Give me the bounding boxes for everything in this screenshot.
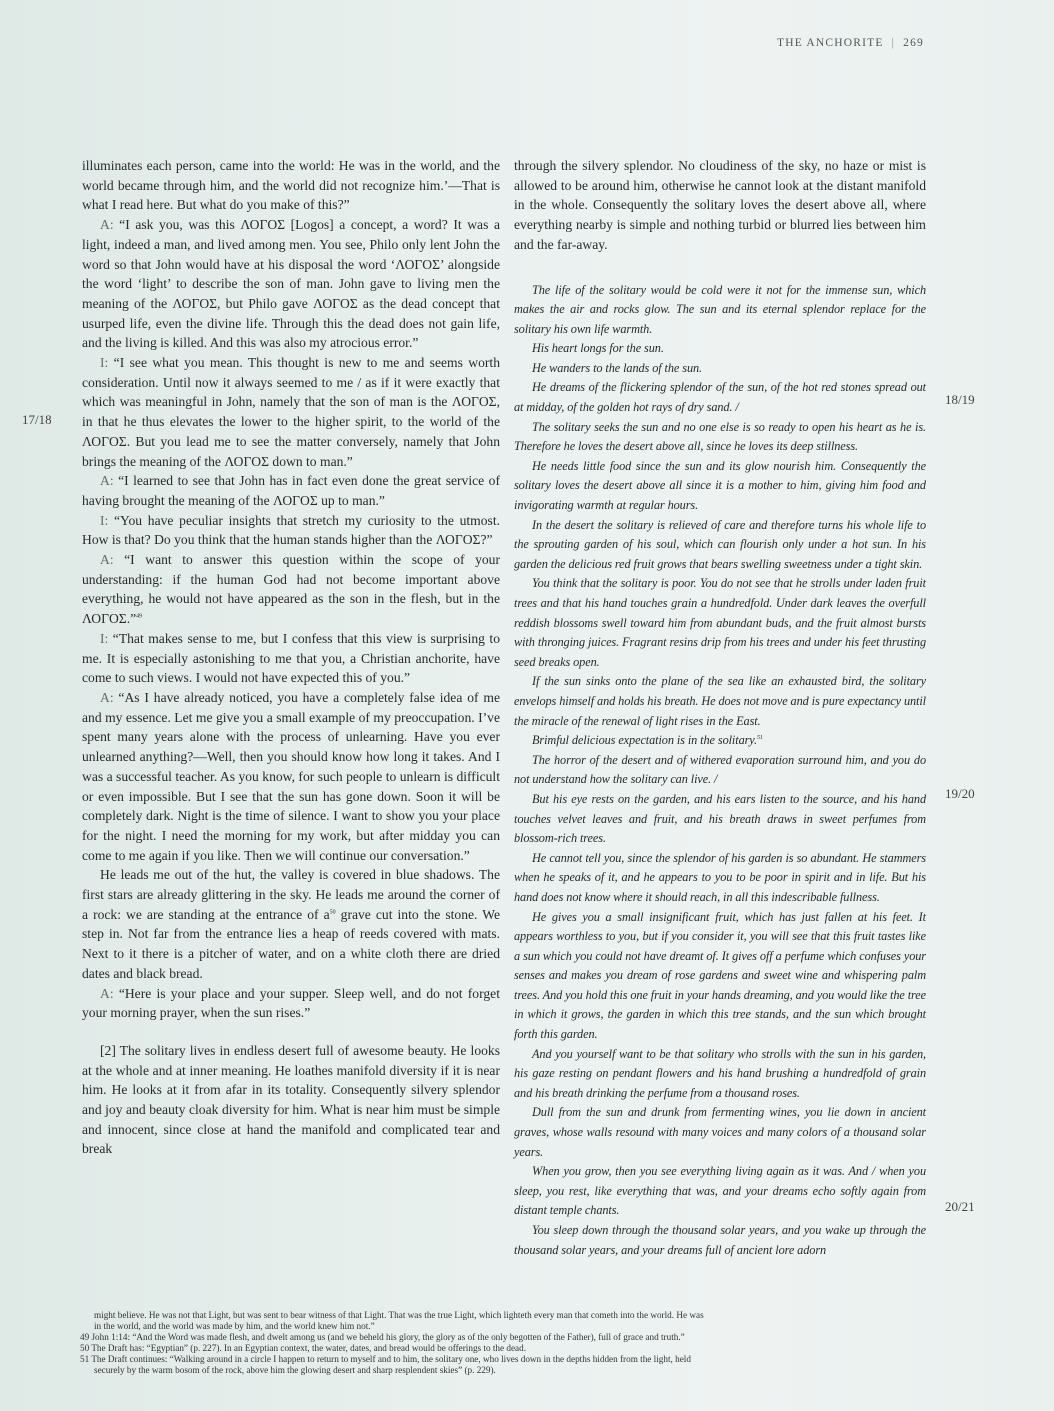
paragraph: [82, 984, 500, 1023]
footnotes: [80, 1310, 930, 1375]
footnote-51: 51 The Draft continues: “Walking around in a circle I happen to return to myself and to him, the solitary one, who lives down in the depths hidden from the light, held: [80, 1353, 691, 1364]
footnote-51-continuation: securely by the warm bosom of the rock, above him the glowing desert and sharp resplendent skies” (p. 229).: [94, 1364, 496, 1375]
italic-paragraph: In the desert the solitary is relieved of care and therefore turns his whole life to the sprouting garden of his soul, which can flourish only under a hot sun. In his garden the delicious red fruit grows that bears swelling sweetness under a tight skin.: [514, 517, 926, 571]
paragraph-text: “You have peculiar insights that stretch my curiosity to the utmost. How is that? Do you think that the human stands higher than the ΛΟΓΟΣ?”: [82, 512, 500, 548]
paragraph: [82, 688, 500, 865]
paragraph-text: grave cut into the stone. We step in. Not far from the entrance lies a heap of reeds covered with mats. Next to it there is a pitcher of water, and on a white cloth there are dried dates and black bread.: [82, 906, 500, 981]
margin-number-20-21: 20/21: [945, 1199, 975, 1214]
speaker-label: A:: [100, 217, 114, 233]
speaker-label: I:: [100, 630, 109, 646]
speaker-label: I:: [100, 512, 109, 528]
paragraph: [82, 550, 500, 629]
italic-paragraph: You think that the solitary is poor. You do not see that he strolls under laden fruit trees and that his hand touches grain a hundredfold. Under dark leaves the overfull reddish blossoms swell toward him from abundant buds, and the fruit almost bursts with thronging juices. Fragrant resins drip from his trees and under his feet thrusting seed breaks open.: [514, 576, 926, 669]
paragraph-text: “That makes sense to me, but I confess that this view is surprising to me. It is especially astonishing to me that you, a Christian anchorite, have come to such views. I would not have expected this of you.”: [82, 630, 500, 686]
paragraph-text: He leads me out of the hut, the valley is covered in blue shadows. The first stars are already glittering in the sky. He leads me around the corner of a rock: we are standing at the entrance of a: [82, 867, 500, 922]
italic-paragraph: If the sun sinks onto the plane of the sea like an exhausted bird, the solitary envelops himself and holds his breath. He does not move and is pure expectancy until the miracle of the renewal of light rises in the East.: [514, 674, 926, 728]
left-column: [82, 156, 500, 1159]
speaker-label: A:: [100, 985, 114, 1001]
paragraph-text: “As I have already noticed, you have a completely false idea of me and my essence. Let me give you a small example of my preoccupation. I’ve spent many years alone with the process of unlearning. Have you ever unlearned anything?—Well, then you should know how long it takes. And I was a successful teacher. As you know, for such people to unlearn is difficult or even impossible. But I see that the sun has gone down. Soon it will be completely dark. Night is the time of silence. I want to show you your place for the night. I need the morning for my work, but after midday you can come to me again if you like. Then we will continue our conversation.”: [82, 689, 500, 863]
italic-paragraph: He needs little food since the sun and its glow nourish him. Consequently the solitary loves the desert above all since it is a mother to him, giving him food and invigorating warmth at regular hours.: [514, 458, 926, 513]
paragraph-text: “I ask you, was this ΛΟΓΟΣ [Logos] a concept, a word? It was a light, indeed a man, and lived among men. You see, Philo only lent John the word so that John would have at his disposal the word ‘ΛΟΓΟΣ’ alongside the word ‘light’ to describe the son of man. John gave to living men the meaning of the ΛΟΓΟΣ, but Philo gave ΛΟΓΟΣ as the dead concept that usurped life, even the divine life. Through this the dead does not gain life, and the living is killed. And this was also my atrocious error.”: [82, 217, 500, 351]
italic-paragraph: But his eye rests on the garden, and his ears listen to the source, and his hand touches velvet leaves and fruit, and his breath draws in sweet perfumes from blossom-rich trees.: [514, 791, 926, 846]
paragraph-text: “Here is your place and your supper. Sleep well, and do not forget your morning prayer, when the sun rises.”: [82, 985, 500, 1021]
footnote-50: 50 The Draft has: “Egyptian” (p. 227). In an Egyptian context, the water, dates, and bread would be offerings to the dead.: [80, 1342, 527, 1353]
margin-number-18-19: 18/19: [945, 392, 975, 407]
italic-paragraph: When you grow, then you see everything living again as it was. And / when you sleep, you rest, like everything that was, and your dreams echo softly again from distant temple chants.: [514, 1164, 926, 1218]
paragraph: [82, 629, 500, 688]
italic-paragraph: He dreams of the flickering splendor of the sun, of the hot red stones spread out at midday, of the golden hot rays of dry sand. /: [514, 380, 926, 415]
running-head-separator: |: [891, 37, 896, 49]
margin-number-19-20: 19/20: [945, 786, 975, 801]
footnote-ref-49[interactable]: 49: [136, 613, 143, 620]
italic-paragraph: The horror of the desert and of withered evaporation surround him, and you do not understand how the solitary can live. /: [514, 752, 926, 787]
paragraph-text: “I learned to see that John has in fact even done the great service of having brought the meaning of the ΛΟΓΟΣ up to man.”: [82, 473, 500, 508]
footnote-ref-51[interactable]: 51: [756, 735, 763, 742]
running-head-title: THE ANCHORITE: [776, 37, 884, 49]
page-number: 269: [903, 37, 924, 49]
paragraph: [82, 215, 500, 353]
italic-paragraph: His heart longs for the sun.: [532, 341, 664, 356]
paragraph: illuminates each person, came into the world: He was in the world, and the world became through him, and the world did not recognize him.’—That is what I read here. But what do you make of this?”: [82, 158, 500, 213]
footnote-49: 49 John 1:14: “And the Word was made flesh, and dwelt among us (and we beheld his glory, the glory as of the only begotten of the Father), full of grace and truth.”: [80, 1331, 685, 1342]
speaker-label: I:: [100, 355, 109, 371]
right-column: [514, 156, 926, 1260]
italic-paragraph: You sleep down through the thousand solar years, and you wake up through the thousand solar years, and your dreams full of ancient lore adorn: [514, 1223, 926, 1257]
paragraph-text: “I want to answer this question within the scope of your understanding: if the human God had not become important above everything, he would not have appeared as the son in the flesh, but in the ΛΟΓΟΣ.”: [82, 552, 500, 627]
italic-paragraph: The solitary seeks the sun and no one else is so ready to open his heart as he is. Therefore he loves the desert above all, since he loves its deep stillness.: [514, 419, 926, 454]
speaker-label: A:: [100, 689, 114, 705]
speaker-label: A:: [100, 473, 114, 489]
footnote-ref-50[interactable]: 50: [329, 909, 336, 916]
italic-paragraph: He wanders to the lands of the sun.: [532, 360, 703, 375]
italic-paragraph: [514, 731, 926, 751]
italic-paragraph: The life of the solitary would be cold were it not for the immense sun, which makes the air and rocks glow. The sun and its eternal splendor replace for the solitary his own life warmth.: [514, 282, 926, 336]
italic-paragraph: He gives you a small insignificant fruit, which has just fallen at his feet. It appears worthless to you, but if you consider it, you will see that this fruit tastes like a sun which you could not have dreamt of. It gives off a perfume which confuses your senses and makes you dream of rose gardens and sweet wine and whispering palm trees. And you hold this one fruit in your hands dreaming, and you would like the tree in which it grows, the garden in which this tree stands, and the sun which brought forth this garden.: [514, 909, 926, 1042]
margin-number-17-18: 17/18: [22, 412, 52, 427]
italic-paragraph: And you yourself want to be that solitary who strolls with the sun in his garden, his gaze resting on pendant flowers and his hand brushing a hundredfold of grain and his breath drinking the perfume from a thousand roses.: [514, 1046, 926, 1100]
paragraph: [82, 865, 500, 983]
footnote-continuation: in the world, and the world was made by him, and the world knew him not.”: [94, 1320, 375, 1331]
speaker-label: A:: [100, 552, 114, 568]
paragraph: through the silvery splendor. No cloudiness of the sky, no haze or mist is allowed to be around him, otherwise he cannot look at the distant manifold in the whole. Consequently the solitary loves the desert above all, where everything nearby is simple and nothing turbid or blurred lies between him and the far-away.: [514, 158, 926, 252]
running-head: [777, 37, 924, 49]
paragraph-text: “I see what you mean. This thought is new to me and seems worth consideration. Until now it always seemed to me / as if it were exactly that which was meaningful in John, namely that the son of man is the ΛΟΓΟΣ, in that he thus elevates the lower to the higher spirit, to the world of the ΛΟΓΟΣ. But you lead me to see the matter conversely, namely that John brings the meaning of the ΛΟΓΟΣ down to man.”: [82, 355, 500, 469]
section-paragraph: [2] The solitary lives in endless desert full of awesome beauty. He looks at the whole and at inner meaning. He loathes manifold diversity if it is near him. He looks at it from afar in its totality. Consequently silvery splendor and joy and beauty cloak diversity for him. What is near him must be simple and innocent, since close at hand the manifold and complicated tear and break: [82, 1042, 500, 1157]
paragraph: [82, 511, 500, 550]
footnote-continuation: might believe. He was not that Light, but was sent to bear witness of that Light. That was the true Light, which lighteth every man that cometh into the world. He was: [94, 1310, 704, 1320]
paragraph: [82, 353, 500, 471]
italic-paragraph: Dull from the sun and drunk from fermenting wines, you lie down in ancient graves, whose walls resound with many voices and many colors of a thousand solar years.: [514, 1105, 926, 1159]
italic-paragraph: He cannot tell you, since the splendor of his garden is so abundant. He stammers when he speaks of it, and he appears to you to be poor in spirit and in life. But his hand does not know where it should reach, in all this indescribable fullness.: [514, 850, 926, 904]
paragraph-text: Brimful delicious expectation is in the solitary.: [532, 733, 757, 748]
paragraph: [82, 471, 500, 510]
